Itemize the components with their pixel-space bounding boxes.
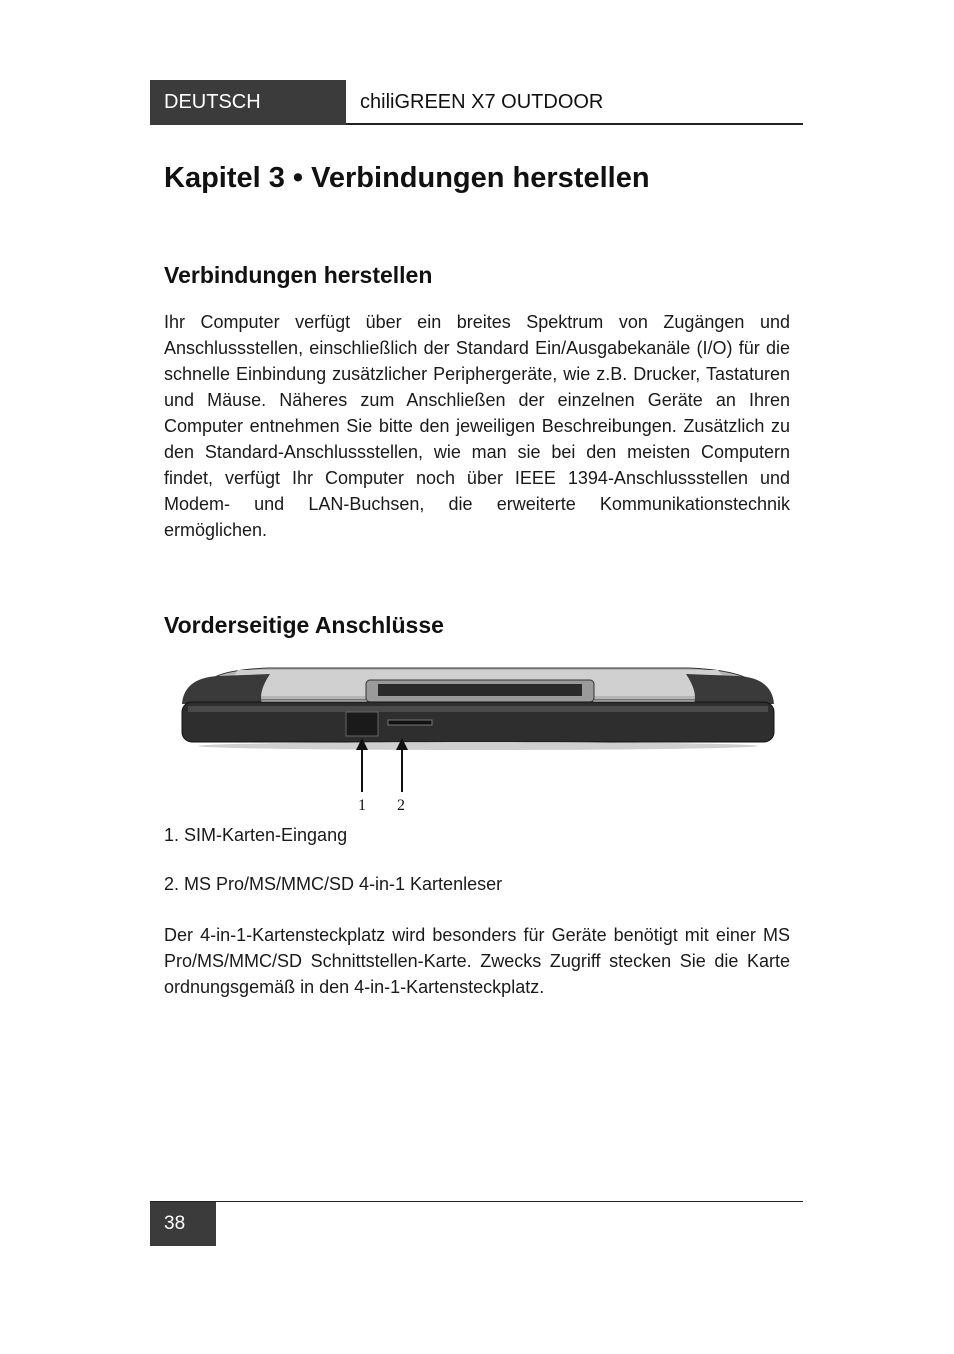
- header-product-title: [360, 80, 603, 125]
- list-item-sim: 1. SIM-Karten-Eingang: [164, 825, 348, 845]
- card-slot-paragraph: Der 4-in-1-Kartensteckplatz wird besonders für Geräte benötigt mit einer MS Pro/MS/MMC/SD Schnittstellen-Karte. Zwecks Zugriff stecken Sie die Karte ordnungsgemäß in den 4-in-1-Kartensteckplatz.: [164, 925, 790, 997]
- laptop-front-figure: [178, 652, 778, 827]
- section-heading-front-ports: Vorderseitige Anschlüsse: [164, 612, 444, 638]
- product-prefix: chili: [360, 91, 395, 113]
- header-language-label: DEUTSCH: [150, 80, 346, 125]
- page-number: 38: [150, 1202, 216, 1246]
- connections-paragraph: Ihr Computer verfügt über ein breites Spektrum von Zugängen und Anschlussstellen, einschließlich der Standard Ein/Ausgabekanäle (I/O) für die schnelle Einbindung zusätzlicher Periphergeräte, wie z.B. Drucker, Tastaturen und Mäuse. Näheres zum Anschließen der einzelnen Geräte an Ihren Computer entnehmen Sie bitte den jeweiligen Beschreibungen. Zusätzlich zu den Standard-Anschlussstellen, wie man sie bei den meisten Computern findet, verfügt Ihr Computer noch über IEEE 1394-Anschlussstellen und Modem- und LAN-Buchsen, die erweiterte Kommunikationstechnik ermöglichen.: [164, 312, 790, 540]
- callout-2: 2: [397, 797, 405, 814]
- list-item-card-reader: 2. MS Pro/MS/MMC/SD 4-in-1 Kartenleser: [164, 874, 503, 894]
- laptop-front-illustration: [178, 652, 778, 822]
- footer-rule: [150, 1201, 803, 1202]
- callout-1: 1: [358, 797, 366, 814]
- chapter-title: Kapitel 3 • Verbindungen herstellen: [164, 162, 650, 194]
- product-name: GREEN X7 OUTDOOR: [394, 91, 604, 113]
- section-heading-connections: Verbindungen herstellen: [164, 262, 433, 288]
- header-rule: [346, 123, 803, 125]
